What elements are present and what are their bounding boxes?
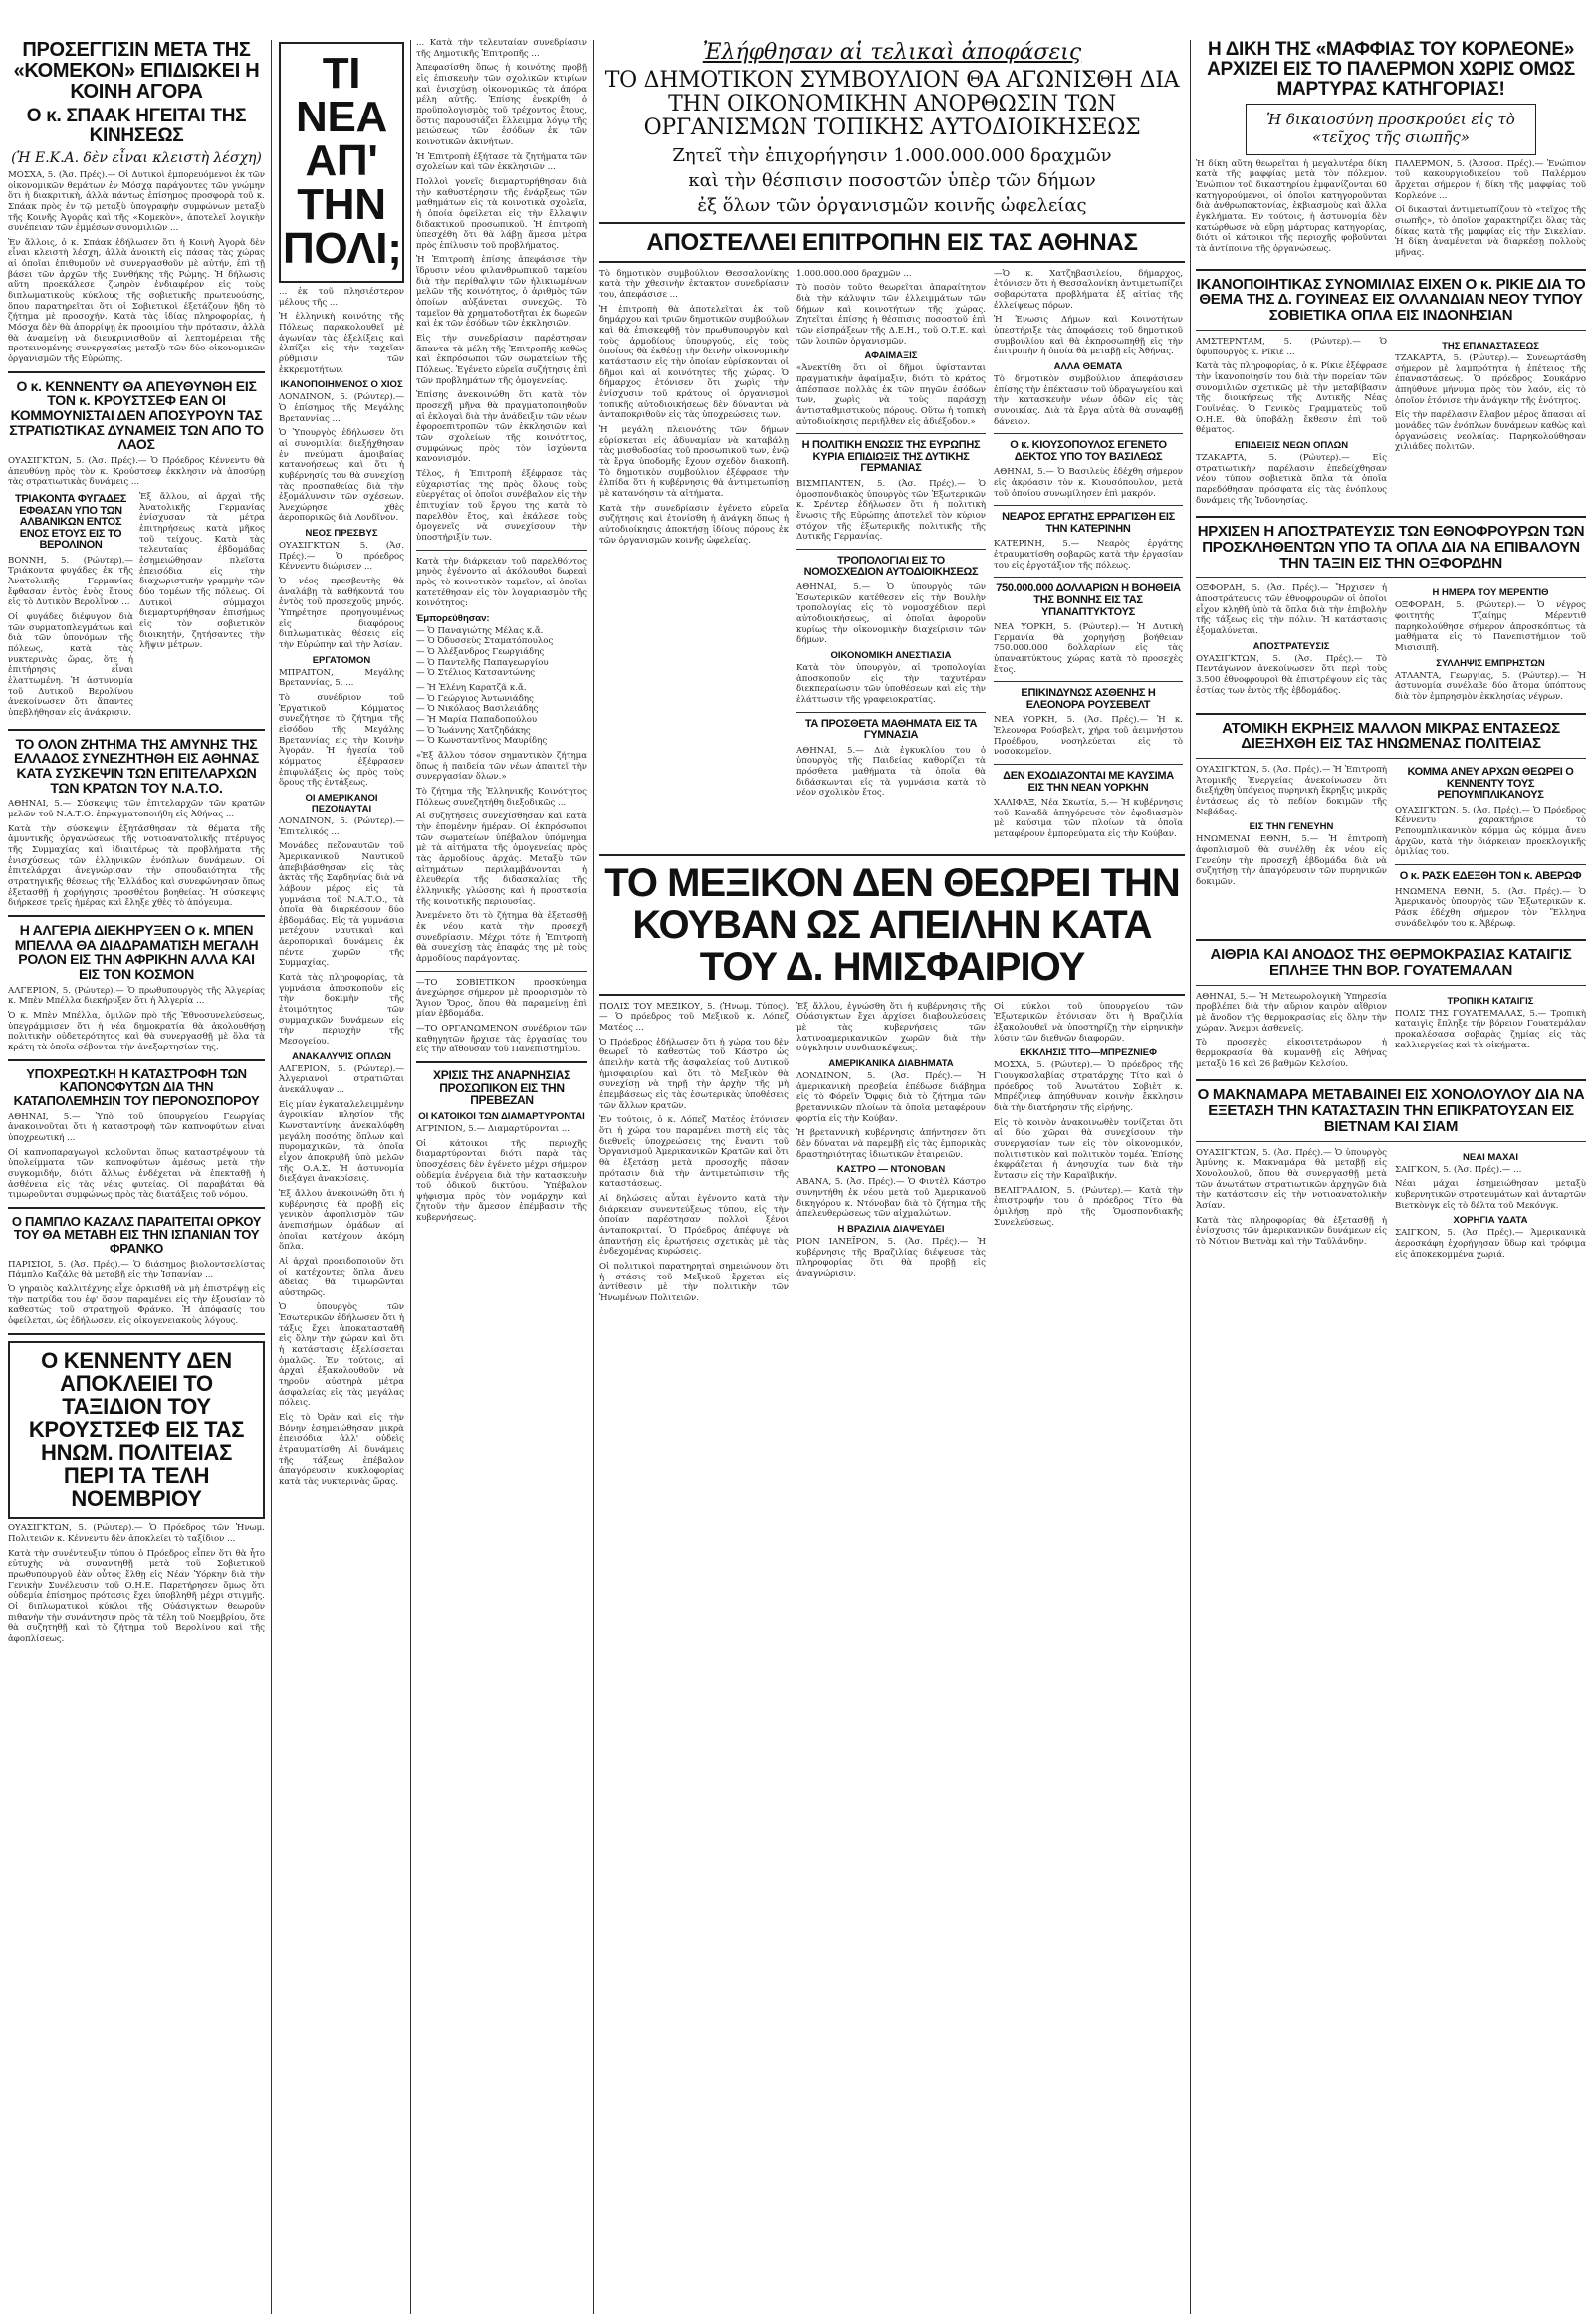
article-body: Εἰς τὸ Ὀρὰν καὶ εἰς τὴν Βόνην ἐσημειώθησαν μικρὰ ἐπεισόδια ἀλλ' οὐδεὶς ἐτραυματίσθη. Αἱ δυνάμεις τῆς τάξεως ἐπέβαλον ἀπαγόρευσιν κυκλοφορίας κατὰ τὰς νυκτερινὰς ὥρας. bbox=[279, 1413, 404, 1487]
article-body: Τὸ δημοτικὸν συμβούλιον Θεσσαλονίκης κατὰ τὴν χθεσινὴν ἐκτακτον συνεδρίασιν του, ἀπεφάσισε ... bbox=[599, 268, 789, 301]
article-body: ΒΙΣΜΠΑΝΤΕΝ, 5. (Ἀσ. Πρές).— Ὁ ὁμοσπονδιακὸς ὑπουργὸς τῶν Ἐξωτερικῶν κ. Σρέντερ ἐδήλωσεν ὅτι ἡ πολιτικὴ ἕνωσις τῆς Εὐρώπης ἀποτελεῖ τὸν κύριον στόχον τῆς ἐξωτερικῆς πολιτικῆς τῆς Δυτικῆς Γερμανίας. bbox=[796, 478, 986, 543]
article-body: —ΤΟ ΣΟΒΙΕΤΙΚΟΝ προσκύνημα ἀνεχώρησε σήμερον μὲ προορισμὸν τὸ Ἅγιον Ὄρος, ὅπου θὰ παραμείνῃ ἐπὶ μίαν ἑβδομάδα. bbox=[416, 977, 587, 1020]
section-subhead: Η ΗΜΕΡΑ ΤΟΥ ΜΕΡΕΝΤΙΘ bbox=[1432, 587, 1549, 599]
divider bbox=[1395, 864, 1586, 865]
headline-atomic: ΑΤΟΜΙΚΗ ΕΚΡΗΞΙΣ ΜΑΛΛΟΝ ΜΙΚΡΑΣ ΕΝΤΑΣΕΩΣ ΔΙΕΞΗΧΘΗ ΕΙΣ ΤΑΣ ΗΝΩΜΕΝΑΣ ΠΟΛΙΤΕΙΑΣ bbox=[1222, 719, 1560, 753]
article-body: ΟΥΑΣΙΓΚΤΩΝ, 5. (Ρώυτερ).— Ὁ Πρόεδρος τῶν Ἡνωμ. Πολιτειῶν κ. Κέννεντυ δὲν ἀποκλείει τὸ ταξίδιον ... bbox=[8, 1523, 265, 1545]
divider bbox=[994, 577, 1183, 578]
headline-kennedy-khrushchev: Ο κ. ΚΕΝΝΕΝΤΥ ΘΑ ΑΠΕΥΘΥΝΘΗ ΕΙΣ ΤΟΝ κ. ΚΡΟΥΣΤΣΕΦ ΕΑΝ ΟΙ ΚΟΜΜΟΥΝΙΣΤΑΙ ΔΕΝ ΑΠΟΣΥΡΟΥΝ ΤΑΣ ΣΤΡΑΤΙΩΤΙΚΑΣ ΔΥΝΑΜΕΙΣ ΤΩΝ ΑΠΟ ΤΟ ΛΑΟΣ bbox=[9, 377, 264, 453]
section-subhead: ΧΟΡΗΓΙΑ ΥΔΑΤΑ bbox=[1453, 1215, 1528, 1227]
article-body: Ἡ δίκη αὕτη θεωρεῖται ἡ μεγαλυτέρα δίκη κατὰ τῆς μαφφίας μετὰ τὸν πόλεμον. Ἐνώπιον τοῦ δικαστηρίου ἐμφανίζονται 60 κατηγορούμενοι, οἱ ὁποῖοι κατηγοροῦνται διὰ ἀνθρωποκτονίας, ἐκβιασμοὺς καὶ ἄλλα ἐγκλήματα. Ἐν τούτοις, ἡ ἀστυνομία δὲν κατώρθωσε νὰ εὕρῃ μάρτυρας κατηγορίας, διότι οἱ κάτοικοι τῆς περιοχῆς φοβοῦνται τὰ ἀντίποινα τῆς ὀργανώσεως. bbox=[1196, 158, 1387, 255]
subheadline: Ζητεῖ τὴν ἐπιχορήγησιν 1.000.000.000 δραχμῶν bbox=[672, 144, 1112, 166]
article-body: Αἱ συζητήσεις συνεχίσθησαν καὶ κατὰ τὴν ἑπομένην ἡμέραν. Οἱ ἐκπρόσωποι τῶν σωματείων ὑπέβαλον ὑπόμνημα μὲ τὰ αἰτήματα τῆς ὁμογενείας πρὸς τὰς ἁρμοδίους ἀρχάς. Μεταξὺ τῶν αἰτημάτων περιλαμβάνονται ἡ ἐλευθερία τῆς διδασκαλίας τῆς ἑλληνικῆς γλώσσης καὶ ἡ προστασία τῆς κοινοτικῆς περιουσίας. bbox=[416, 812, 587, 907]
article-body: Ὁ ὑπουργὸς τῶν Ἐσωτερικῶν ἐδήλωσεν ὅτι ἡ τάξις ἔχει ἀποκατασταθῆ εἰς ὅλην τὴν χώραν καὶ ὅτι ἡ κατάστασις ἐξελίσσεται ὁμαλῶς. Ἐν τούτοις, αἱ ἀρχαὶ ἐξακολουθοῦν νὰ τηροῦν αὐστηρὰ μέτρα ἀσφαλείας εἰς τὰς μεγάλας πόλεις. bbox=[279, 1302, 404, 1409]
subheadline-box bbox=[1246, 104, 1536, 155]
headline-amendments: ΤΡΟΠΟΛΟΓΙΑΙ ΕΙΣ ΤΟ ΝΟΜΟΣΧΕΔΙΟΝ ΑΥΤΟΔΙΟΙΚΗΣΕΩΣ bbox=[803, 554, 979, 579]
column-2 bbox=[279, 38, 404, 1492]
divider bbox=[8, 371, 265, 373]
headline-roosevelt: ΕΠΙΚΙΝΔΥΝΩΣ ΑΣΘΕΝΗΣ Η ΕΛΕΟΝΟΡΑ ΡΟΥΣΕΒΕΛΤ bbox=[1021, 687, 1156, 711]
article-body: ... Κατὰ τὴν τελευταίαν συνεδρίασιν τῆς Δημοτικῆς Ἐπιτροπῆς ... bbox=[416, 38, 587, 59]
article-body: ΟΥΑΣΙΓΚΤΩΝ, 5. (Ἀσ. Πρές).— Ὁ Πρόεδρος Κέννεντυ χαρακτήρισε τὸ Ρεπουμπλικανικὸν κόμμα ὡς κόμμα ἄνευ ἀρχῶν, κατὰ τὴν διάρκειαν προεκλογικῆς ὁμιλίας του. bbox=[1395, 805, 1586, 858]
divider bbox=[8, 1207, 265, 1209]
center-columns bbox=[599, 269, 1185, 844]
article-body: Οἱ δικασταὶ ἀντιμετωπίζουν τὸ «τεῖχος τῆς σιωπῆς», τὸ ὁποῖον χαρακτηρίζει ὅλας τὰς δίκας κατὰ τῆς μαφφίας εἰς τὴν Σικελίαν. Ἡ δίκη ἀναμένεται νὰ διαρκέσῃ πολλοὺς μῆνας. bbox=[1395, 205, 1586, 259]
article-body: ΡΙΟΝ ΙΑΝΕΪΡΟΝ, 5. (Ἀσ. Πρές).— Ἡ κυβέρνησις τῆς Βραζιλίας διέψευσε τὰς πληροφορίας ὅτι θὰ προβῇ εἰς ἀναγνώρισιν. bbox=[796, 1236, 986, 1278]
headline-europe-union: Η ΠΟΛΙΤΙΚΗ ΕΝΩΣΙΣ ΤΗΣ ΕΥΡΩΠΗΣ ΚΥΡΙΑ ΕΠΙΔΙΩΞΙΣ ΤΗΣ ΔΥΤΙΚΗΣ ΓΕΡΜΑΝΙΑΣ bbox=[801, 439, 981, 475]
article-body: Ἐν ἄλλοις, ὁ κ. Σπάακ ἐδήλωσεν ὅτι ἡ Κοινὴ Ἀγορὰ δὲν εἶναι κλειστὴ λέσχη, ἀλλὰ ἀνοικτὴ εἰς πάσας τὰς χώρας αἱ ὁποῖαι ἐπιθυμοῦν νὰ συνεργασθοῦν μὲ αὐτήν, ἐπὶ τῇ βάσει τῶν ἀρχῶν τῆς Συνθήκης τῆς Ρώμης. Ἡ δήλωσις αὕτη προεκάλεσε ζωηρὸν ἐνδιαφέρον εἰς τοὺς διπλωματικοὺς κύκλους τῆς σοβιετικῆς πρωτευούσης, ὅπου παρατηρεῖται ὅτι οἱ Σοβιετικοὶ ἐξετάζουν ἤδη τὸ ζήτημα μὲ προσοχήν. Κατὰ τὰς ἰδίας πληροφορίας, ἡ Μόσχα δὲν θὰ ἀπορρίψῃ ἐκ προοιμίου τὴν πρότασιν, ἀλλὰ θὰ ἀναμείνῃ νὰ διευκρινισθοῦν αἱ λεπτομέρειαι τῆς προτεινομένης συνεργασίας μεταξὺ τῶν δύο οἰκονομικῶν ὀργανισμῶν τῆς Εὐρώπης. bbox=[8, 237, 265, 365]
article-body: Ἀνεμένετο ὅτι τὸ ζήτημα θὰ ἐξετασθῇ ἐκ νέου κατὰ τὴν προσεχῆ συνεδρίασιν. Μέχρι τότε ἡ Ἐπιτροπὴ θὰ συνεχίσῃ τὰς ἐπαφάς της μὲ τοὺς ἁρμοδίους παράγοντας. bbox=[416, 911, 587, 964]
article-body: ΤΖΑΚΑΡΤΑ, 5. (Ρώυτερ).— Συνεωρτάσθη σήμερον μὲ λαμπρότητα ἡ ἐπέτειος τῆς ἐπαναστάσεως. Ὁ πρόεδρος Σουκάρνο ἀπηύθυνε μήνυμα πρὸς τὸν λαόν, εἰς τὸ ὁποῖον ἐτόνισε τὴν ἀνάγκην τῆς ἑνότητος. bbox=[1395, 352, 1586, 406]
article-body: ΑΛΓΕΡΙΟΝ, 5. (Ρώυτερ).— Ἀλγεριανοὶ στρατιῶται ἀνεκάλυψαν ... bbox=[279, 1063, 404, 1095]
divider bbox=[416, 550, 587, 551]
column-3 bbox=[416, 38, 587, 1228]
article-body: ΟΥΑΣΙΓΚΤΩΝ, 5. (Ἀσ. Πρές).— Ἡ Ἐπιτροπὴ Ἀτομικῆς Ἐνεργείας ἀνεκοίνωσεν ὅτι διεξήχθη ὑπόγειος πυρηνικὴ ἔκρηξις μικρᾶς ἐντάσεως εἰς τὸ πεδίον δοκιμῶν τῆς Νεβάδας. bbox=[1196, 765, 1387, 817]
article-body: ΑΓΡΙΝΙΟΝ, 5.— Διαμαρτύρονται ... bbox=[416, 1123, 569, 1134]
article-body: Πολλοὶ γονεῖς διεμαρτυρήθησαν διὰ τὴν καθυστέρησιν τῆς ἐνάρξεως τῶν μαθημάτων εἰς τὰ κοινοτικὰ σχολεῖα, ἡ ὁποία ὀφείλεται εἰς τὴν ἔλλειψιν διδακτικοῦ προσωπικοῦ. Ἡ ἐπιτροπὴ ὑπεσχέθη ὅτι θὰ λάβῃ ἅμεσα μέτρα πρὸς ἐπίλυσιν τοῦ προβλήματος. bbox=[416, 176, 587, 251]
center-section bbox=[599, 38, 1185, 1307]
article-body: ΟΥΑΣΙΓΚΤΩΝ, 5. (Ἀσ. Πρές).— Ὁ Πρόεδρος Κέννεντυ θὰ ἀπευθύνῃ πρὸς τὸν κ. Κρούστσεφ ἐκκλησιν νὰ ἀποσύρῃ τὰς στρατιωτικὰς δυνάμεις ... bbox=[8, 456, 265, 488]
subheadline-eka: (Ἡ Ε.Κ.Α. δὲν εἶναι κλειστὴ λέσχη) bbox=[11, 149, 262, 166]
section-subhead: Η ΒΡΑΖΙΛΙΑ ΔΙΑΨΕΥΔΕΙ bbox=[837, 1223, 945, 1235]
article-body: ΑΘΗΝΑΙ, 5.— Ὑπὸ τοῦ ὑπουργείου Γεωργίας ἀνακοινοῦται ὅτι ἡ καταστροφὴ τῶν καπνοφύτων εἶναι ὑποχρεωτική ... bbox=[8, 1111, 265, 1143]
headline-fuel: ΔΕΝ ΕΧΟΔΙΑΖΟΝΤΑΙ ΜΕ ΚΑΥΣΙΜΑ ΕΙΣ ΤΗΝ ΝΕΑΝ ΥΟΡΚΗΝ bbox=[1003, 770, 1174, 794]
article-body: Ὁ νέος πρεσβευτὴς θὰ ἀναλάβῃ τὰ καθήκοντά του ἐντὸς τοῦ προσεχοῦς μηνός. Ὑπηρέτησε προηγουμένως εἰς διαφόρους διπλωματικὰς θέσεις εἰς τὴν Εὐρώπην καὶ τὴν Ἀσίαν. bbox=[279, 577, 404, 651]
divider bbox=[1196, 269, 1586, 271]
article-body: Ὁ Ὑπουργὸς ἐδήλωσεν ὅτι αἱ συνομιλίαι διεξήχθησαν ἐν πνεύματι ἀμοιβαίας κατανοήσεως καὶ ὅτι ἡ κυβέρνησίς του θὰ συνεχίσῃ τὰς προσπαθείας διὰ τὴν ἐξομάλυνσιν τῶν σχέσεων. Ἀνεχώρησε χθὲς ἀεροπορικῶς διὰ Λονδῖνον. bbox=[279, 428, 404, 524]
section-title-box bbox=[279, 42, 404, 283]
article-body: Κατὰ τὰς πληροφορίας, ὁ κ. Ρίκιε ἐξέφρασε τὴν ἱκανοποίησίν του διὰ τὴν πορείαν τῶν συνομιλιῶν σχετικῶς μὲ τὴν μεταβίβασιν τῆς διοικήσεως τῆς Δυτικῆς Νέας Γουϊνέας. Ὁ Γενικὸς Γραμματεὺς τοῦ Ο.Η.Ε. θὰ ὑποβάλῃ ἔκθεσιν ἐπὶ τοῦ θέματος. bbox=[1196, 361, 1387, 436]
section-subhead: ΑΠΟΣΤΡΑΤΕΥΣΙΣ bbox=[1252, 640, 1330, 652]
article-body: Ἀπεφασίσθη ὅπως ἡ κοινότης προβῇ εἰς ἐπισκευὴν τῶν σχολικῶν κτιρίων καὶ ἐνισχύσῃ οἰκονομικῶς τὰ ἀπόρα μέλη αὐτῆς. Ἐπίσης ἐνεκρίθη ὁ προϋπολογισμὸς τοῦ τρέχοντος ἔτους, ὅστις παρουσιάζει ἔλλειμμα λόγῳ τῆς μειώσεως τῶν ἐσόδων ἐκ τῶν κοινοτικῶν ἀκινήτων. bbox=[416, 63, 587, 147]
article-body: ΑΘΗΝΑΙ, 5.— Ἡ Μετεωρολογικὴ Ὑπηρεσία προβλέπει διὰ τὴν αὔριον καιρὸν αἴθριον μὲ ἄνοδον τῆς θερμοκρασίας εἰς ὅλην τὴν χώραν. Ἄνεμοι ἀσθενεῖς. bbox=[1196, 991, 1387, 1034]
article-body: Ἡ Ἐπιτροπὴ ἐπίσης ἀπεφάσισε τὴν ἵδρυσιν νέου φιλανθρωπικοῦ ταμείου διὰ τὴν περίθαλψιν τῶν ἡλικιωμένων μελῶν τῆς κοινότητος, ὁ ἀριθμὸς τῶν ὁποίων αὐξάνεται συνεχῶς. Τὸ ταμεῖον θὰ χρηματοδοτῆται ἐκ δωρεῶν καὶ ἐκ τῶν ἐσόδων τῶν ἐκκλησιῶν. bbox=[416, 255, 587, 330]
list-heading: Ἐμπορεύθησαν: bbox=[416, 612, 490, 624]
divider bbox=[796, 712, 986, 713]
divider bbox=[1196, 758, 1586, 759]
article-body: Αἱ ἀρχαὶ προειδοποιοῦν ὅτι οἱ κατέχοντες ὅπλα ἄνευ ἀδείας θὰ τιμωρῶνται αὐστηρῶς. bbox=[279, 1256, 404, 1298]
headline-party: ΚΟΜΜΑ ΑΝΕΥ ΑΡΧΩΝ ΘΕΩΡΕΙ Ο ΚΕΝΝΕΝΤΥ ΤΟΥΣ ΡΕΠΟΥΜΠΛΙΚΑΝΟΥΣ bbox=[1407, 766, 1574, 802]
article-body: Εἰς τὸ κοινὸν ἀνακοινωθὲν τονίζεται ὅτι αἱ δύο χῶραι θὰ συνεχίσουν τὴν συνεργασίαν των εἰς τὸν οἰκονομικόν, πολιτιστικὸν καὶ πολιτικὸν τομέα. Ἐπίσης ἐκφράζεται ἡ ἀνησυχία των διὰ τὴν ἔντασιν εἰς τὴν Καραϊβικήν. bbox=[994, 1117, 1183, 1181]
article-body: ΤΖΑΚΑΡΤΑ, 5. (Ρώυτερ).— Εἰς στρατιωτικὴν παρέλασιν ἐπεδείχθησαν νέου τύπου σοβιετικὰ ὅπλα τὰ ὁποῖα παρεδόθησαν πρόσφατα εἰς τὰς ἐνόπλους δυνάμεις τῆς Ἰνδονησίας. bbox=[1196, 452, 1387, 506]
divider bbox=[1196, 939, 1586, 941]
section-subhead: ΕΙΣ ΤΗΝ ΓΕΝΕΥΗΝ bbox=[1249, 821, 1334, 833]
headline-lessons: ΤΑ ΠΡΟΣΘΕΤΑ ΜΑΘΗΜΑΤΑ ΕΙΣ ΤΑ ΓΥΜΝΑΣΙΑ bbox=[804, 717, 978, 742]
headline-casals: Ο ΠΑΜΠΛΟ ΚΑΖΑΛΣ ΠΑΡΑΙΤΕΙΤΑΙ ΟΡΚΟΥ ΤΟΥ ΘΑ ΜΕΤΑΒΗ ΕΙΣ ΤΗΝ ΙΣΠΑΝΙΑΝ ΤΟΥ ΦΡΑΝΚΟ bbox=[11, 1213, 262, 1257]
headline-mexico-cuba: ΤΟ ΜΕΞΙΚΟΝ ΔΕΝ ΘΕΩΡΕΙ ΤΗΝ ΚΟΥΒΑΝ ΩΣ ΑΠΕΙΛΗΝ ΚΑΤΑ ΤΟΥ Δ. ΗΜΙΣΦΑΙΡΙΟΥ bbox=[604, 860, 1180, 989]
article-body: Κατὰ τὴν σύσκεψιν ἐξητάσθησαν τὰ θέματα τῆς ἀμυντικῆς ὀργανώσεως τῆς νοτιοανατολικῆς πτέρυγος τῆς Συμμαχίας καὶ ἰδιαιτέρως τὰ προβλήματα τῆς ἐνισχύσεως τῶν ἑλληνικῶν ἐνόπλων δυνάμεων. Οἱ ἐπιτελάρχαι ἀνεγνώρισαν τὴν σπουδαιότητα τῆς στρατηγικῆς θέσεως τῆς Ἑλλάδος καὶ συνεφώνησαν ὅπως ἐξετασθῇ ἡ χορήγησις προσθέτου βοηθείας. Ἡ σύσκεψις διήρκεσε τρεῖς ἡμέρας καὶ ἔληξε χθὲς τὸ ἀπόγευμα. bbox=[8, 823, 265, 909]
article-body: Ἡ Ἐπιτροπὴ ἐξήτασε τὰ ζητήματα τῶν σχολείων καὶ τῶν ἐκκλησιῶν ... bbox=[416, 151, 587, 173]
article-body: ΠΑΛΕΡΜΟΝ, 5. (Ἀσσοσ. Πρές).— Ἐνώπιον τοῦ κακουργιοδικείου τοῦ Παλέρμου ἄρχεται σήμερον ἡ δίκη τῆς μαφφίας τοῦ Κορλεόνε ... bbox=[1395, 158, 1586, 201]
article-body: Τὸ ποσὸν τοῦτο θεωρεῖται ἀπαραίτητον διὰ τὴν κάλυψιν τῶν ἐλλειμμάτων τῶν δήμων καὶ κοινοτήτων τῆς χώρας. Ζητεῖται ἐπίσης ἡ θέσπισις ποσοστοῦ ἐπὶ τῶν εἰσπράξεων τῆς Δ.Ε.Η., τοῦ Ο.Τ.Ε. καὶ τῶν λοιπῶν ὀργανισμῶν. bbox=[796, 283, 986, 347]
article-body: Ὁ Πρόεδρος ἐδήλωσεν ὅτι ἡ χώρα του δὲν θεωρεῖ τὸ καθεστὼς τοῦ Κάστρο ὡς ἀπειλὴν κατὰ τῆς ἀσφαλείας τοῦ Δυτικοῦ ἡμισφαιρίου καὶ ὅτι τὸ Μεξικὸν θὰ συνεχίσῃ νὰ τηρῇ τὴν ἀρχὴν τῆς μὴ ἐπεμβάσεως εἰς τὰς ἐσωτερικὰς ὑποθέσεις τῶν ἄλλων κρατῶν. bbox=[599, 1037, 789, 1111]
article-body: «Ἐξ ἄλλου τόσον σημαντικὸν ζήτημα ὅπως ἡ παιδεία τῶν νέων ἀπαιτεῖ τὴν συνεργασίαν ὅλων.» bbox=[416, 751, 587, 783]
section-title: ΤΙ ΝΕΑ ΑΠ' ΤΗΝ ΠΟΛΙ; bbox=[283, 49, 402, 273]
divider bbox=[599, 261, 1185, 263]
headline-mcnamara: Ο ΜΑΚΝΑΜΑΡΑ ΜΕΤΑΒΑΙΝΕΙ ΕΙΣ ΧΟΝΟΛΟΥΛΟΥ ΔΙΑ ΝΑ ΕΞΕΤΑΣΗ ΤΗΝ ΚΑΤΑΣΤΑΣΙΝ ΤΗΝ ΕΠΙΚΡΑΤΟΥΣΑΝ ΕΙΣ ΒΙΕΤΝΑΜ ΚΑΙ ΣΙΑΜ bbox=[1197, 1086, 1585, 1135]
article-body: ΣΑΙΓΚΟΝ, 5. (Ἀσ. Πρές).— Ἀμερικανικὰ ἀεροσκάφη ἐχορήγησαν ὕδωρ καὶ τρόφιμα εἰς ἀποκεκομμένα χωριά. bbox=[1395, 1228, 1586, 1260]
article-body: —ΤΟ ΟΡΓΑΝΩΜΕΝΟΝ συνέδριον τῶν καθηγητῶν ἤρχισε τὰς ἐργασίας του εἰς τὴν αἴθουσαν τοῦ Πανεπιστημίου. bbox=[416, 1024, 587, 1055]
headline-algeria: Η ΑΛΓΕΡΙΑ ΔΙΕΚΗΡΥΞΕΝ Ο κ. ΜΠΕΝ ΜΠΕΛΛΑ ΘΑ ΔΙΑΔΡΑΜΑΤΙΣΗ ΜΕΓΑΛΗ ΡΟΛΟΝ ΕΙΣ ΤΗΝ ΑΦΡΙΚΗΝ ΑΛΛΑ ΚΑΙ ΕΙΣ ΤΟΝ ΚΟΣΜΟΝ bbox=[14, 921, 259, 983]
divider bbox=[796, 549, 986, 550]
column-divider bbox=[593, 40, 594, 2314]
divider bbox=[416, 1061, 587, 1063]
article-body: ... ἐκ τοῦ πλησιέστερον μέλους τῆς ... bbox=[279, 287, 404, 308]
divider bbox=[8, 915, 265, 917]
article-body: Ἡ μεγάλη πλειονότης τῶν δήμων εὑρίσκεται εἰς ἀδυναμίαν νὰ καταβάλῃ τὰς μισθοδοσίας τοῦ προσωπικοῦ των, ἐνῷ τὰ ἔργα ὑποδομῆς ἔχουν σχεδὸν διακοπῆ. Τὸ δημοτικὸν συμβούλιον ἐξέφρασε τὴν ἐλπίδα ὅτι ἡ κυβέρνησις θὰ ἀντιμετωπίσῃ μὲ κατανόησιν τὰ αἰτήματα. bbox=[599, 424, 789, 499]
column-divider bbox=[1190, 40, 1191, 2314]
article-body: Οἱ κύκλοι τοῦ ὑπουργείου τῶν Ἐξωτερικῶν ἐτόνισαν ὅτι ἡ Βραζιλία ἐξακολουθεῖ νὰ ὑποστηρίζῃ τὴν εἰρηνικὴν λύσιν τῶν διεθνῶν διαφορῶν. bbox=[994, 1001, 1183, 1044]
article-body: — Ἡ Ἑλένη Καρατζᾶ κ.ἄ. — Ὁ Γεώργιος Ἀντωνιάδης — Ὁ Νικόλαος Βασιλειάδης — Ἡ Μαρία Παπαδοπούλου — Ὁ Ἰωάννης Χατζηδάκης — Ὁ Κωνσταντῖνος Μαυρίδης bbox=[416, 683, 548, 747]
article-body: ΠΟΛΙΣ ΤΟΥ ΜΕΞΙΚΟΥ, 5. (Ἡνωμ. Τύπος).— Ὁ πρόεδρος τοῦ Μεξικοῦ κ. Λόπεζ Ματέος ... bbox=[599, 1001, 789, 1034]
section-subhead: ΝΕΟΣ ΠΡΕΣΒΥΣ bbox=[305, 528, 378, 540]
article-body: ΑΜΣΤΕΡΝΤΑΜ, 5. (Ρώυτερ).— Ὁ ὑφυπουργὸς κ. Ρίκιε ... bbox=[1196, 336, 1387, 357]
article-body: ΚΑΤΕΡΙΝΗ, 5.— Νεαρὸς ἐργάτης ἐτραυματίσθη σοβαρῶς κατὰ τὴν ἐργασίαν του εἰς ἐργοτάξιον τῆς πόλεως. bbox=[994, 539, 1183, 571]
article-body: Ἡ ἐπιτροπὴ θὰ ἀποτελεῖται ἐκ τοῦ δημάρχου καὶ τριῶν δημοτικῶν συμβούλων καὶ θὰ ἐπισκεφθῇ τὸν πρωθυπουργὸν καὶ τοὺς ἁρμοδίους ὑπουργούς, εἰς τοὺς ὁποίους θὰ ἐκθέσῃ τὴν δεινὴν οἰκονομικὴν κατάστασιν εἰς τὴν ὁποίαν εὑρίσκονται οἱ δῆμοι καὶ αἱ κοινότητες τῆς χώρας. Ὁ δήμαρχος ἐτόνισεν ὅτι χωρὶς τὴν ἐνίσχυσιν τοῦ κράτους οἱ ὀργανισμοὶ τοπικῆς αὐτοδιοικήσεως δὲν δύνανται νὰ ἀνταποκριθοῦν εἰς τὰς ὑποχρεώσεις των. bbox=[599, 304, 789, 421]
article-body: Ἐξ ἄλλου ἀνεκοινώθη ὅτι ἡ κυβέρνησις θὰ προβῇ εἰς γενικὸν ἀφοπλισμὸν τῶν ἀνεπισήμων ὁμάδων αἱ ὁποῖαι κατέχουν ἀκόμη ὅπλα. bbox=[279, 1188, 404, 1253]
article-body: ΜΟΣΧΑ, 5. (Ρώυτερ).— Ὁ πρόεδρος τῆς Γιουγκοσλαβίας στρατάρχης Τίτο καὶ ὁ πρόεδρος τοῦ Ἀνωτάτου Σοβιὲτ κ. Μπρέζνιεφ ἀπηύθυναν κοινὴν ἔκκλησιν διὰ τὴν διατήρησιν τῆς εἰρήνης. bbox=[994, 1060, 1183, 1114]
article-body: ΟΥΑΣΙΓΚΤΩΝ, 5. (Ἀσ. Πρές).— Ὁ πρόεδρος Κέννεντυ διώρισεν ... bbox=[279, 541, 404, 573]
article-body: Οἱ φυγάδες διέφυγον διὰ τῶν συρματοπλεγμάτων καὶ διὰ τῶν ὑπονόμων τῆς πόλεως, κατὰ τὰς νυκτερινὰς ὥρας, ὅτε ἡ ἐπιτήρησις εἶναι ἐλαττωμένη. Ἡ ἀστυνομία τοῦ Δυτικοῦ Βερολίνου ἀνεκοίνωσεν ὅτι ἅπαντες ὑπεβλήθησαν εἰς ἀνάκρισιν. bbox=[8, 612, 133, 719]
article-body: Τὸ ζήτημα τῆς Ἑλληνικῆς Κοινότητος Πόλεως συνεζητήθη διεξοδικῶς ... bbox=[416, 787, 587, 808]
divider bbox=[796, 433, 986, 434]
divider bbox=[1196, 577, 1586, 578]
column-1 bbox=[8, 38, 265, 1649]
article-body: Οἱ καπνοπαραγωγοὶ καλοῦνται ὅπως καταστρέψουν τὰ ὑπολείμματα τῶν καπνοφύτων ἀμέσως μετὰ τὴν συγκομιδήν, διότι ἄλλως ἐνδέχεται νὰ ἐπεκταθῇ ἡ ἀσθένεια εἰς τὰς νέας φυτείας. Οἱ παραβάται θὰ τιμωροῦνται συμφώνως πρὸς τὰς διατάξεις τοῦ νόμου. bbox=[8, 1147, 265, 1201]
headline-fugitives: ΤΡΙΑΚΟΝΤΑ ΦΥΓΑΔΕΣ ΕΦΘΑΣΑΝ ΥΠΟ ΤΩΝ ΑΛΒΑΝΙΚΩΝ ΕΝΤΟΣ ΕΝΟΣ ΕΤΟΥΣ ΕΙΣ ΤΟ ΒΕΡΟΛΙΝΟΝ bbox=[14, 493, 127, 552]
article-body: Οἱ πολιτικοὶ παρατηρηταὶ σημειώνουν ὅτι ἡ στάσις τοῦ Μεξικοῦ ἔρχεται εἰς ἀντίθεσιν μὲ τὴν πολιτικὴν τῶν Ἡνωμένων Πολιτειῶν. bbox=[599, 1261, 789, 1303]
section-subhead: ΟΙ ΑΜΕΡΙΚΑΝΟΙ ΠΕΖΟΝΑΥΤΑΙ bbox=[305, 792, 378, 814]
article-body: Ὁ κ. Μπὲν Μπέλλα, ὁμιλῶν πρὸ τῆς Ἐθνοσυνελεύσεως, ὑπεγράμμισεν ὅτι ἡ νέα δημοκρατία θὰ ἀκολουθήσῃ πολιτικὴν οὐδετερότητος καὶ θὰ συνεργασθῇ μὲ ὅλα τὰ κράτη τὰ ὁποῖα σέβονται τὴν ἀνεξαρτησίαν της. bbox=[8, 1011, 265, 1053]
headline-spaak: Ο κ. ΣΠΑΑΚ ΗΓΕΙΤΑΙ ΤΗΣ ΚΙΝΗΣΕΩΣ bbox=[26, 106, 247, 146]
article-body: Ἡ Ἑνωσις Δήμων καὶ Κοινοτήτων ὑπεστήριξε τὰς ἀποφάσεις τοῦ δημοτικοῦ συμβουλίου καὶ θὰ ἐκπροσωπηθῇ εἰς τὴν ἐπιτροπὴν ἡ ὁποία θὰ μεταβῇ εἰς Ἀθήνας. bbox=[994, 315, 1183, 357]
article-body: ΒΟΝΝΗ, 5. (Ρώυτερ).— Τριάκοντα φυγάδες ἐκ τῆς Ἀνατολικῆς Γερμανίας ἔφθασαν ἐντὸς ἑνὸς ἔτους εἰς τὸ Δυτικὸν Βερολῖνον ... bbox=[8, 555, 133, 608]
headline-tobacco: ΥΠΟΧΡΕΩΤ.ΚΗ Η ΚΑΤΑΣΤΡΟΦΗ ΤΩΝ ΚΑΠΟΝΟΦΥΤΩΝ ΔΙΑ ΤΗΝ ΚΑΤΑΠΟΛΕΜΗΣΙΝ ΤΟΥ ΠΕΡΟΝΟΣΠΟΡΟΥ bbox=[13, 1065, 260, 1108]
donor-list: — Ὁ Παναγιώτης Μέλας κ.ἄ. — Ὁ Ὀδυσσεὺς Σταματόπουλος — Ὁ Ἀλέξανδρος Γεωργιάδης — Ὁ Παντελῆς Παπαγεωργίου — Ὁ Στέλιος Κατσαντώνης bbox=[416, 625, 554, 679]
article-body: Κατὰ τὰς πληροφορίας θὰ ἐξετασθῇ ἡ ἐνίσχυσις τῶν ἀμερικανικῶν δυνάμεων εἰς τὸ Νότιον Βιετνὰμ καὶ τὴν Ταϋλάνδην. bbox=[1196, 1215, 1387, 1247]
article-body: Ὁ γηραιὸς καλλιτέχνης εἶχε ὁρκισθῆ νὰ μὴ ἐπιστρέψῃ εἰς τὴν πατρίδα του ἐφ' ὅσον παραμένει εἰς τὴν ἐξουσίαν τὸ καθεστὼς τοῦ στρατηγοῦ Φράνκο. Ἡ ἀπόφασίς του ὀφείλεται, ὡς ἐδήλωσεν, εἰς οἰκογενειακοὺς λόγους. bbox=[8, 1284, 265, 1327]
divider bbox=[1196, 330, 1586, 331]
article-body: ΛΟΝΔΙΝΟΝ, 5. (Ρώυτερ).— Ὁ ἐπίσημος τῆς Μεγάλης Βρεταννίας ... bbox=[279, 392, 404, 424]
section-subhead: ΣΥΛΛΗΨΙΣ ΕΜΠΡΗΣΤΩΝ bbox=[1436, 657, 1545, 669]
headline-municipal-council: ΤΟ ΔΗΜΟΤΙΚΟΝ ΣΥΜΒΟΥΛΙΟΝ ΘΑ ΑΓΩΝΙΣΘΗ ΔΙΑ ΤΗΝ ΟΙΚΟΝΟΜΙΚΗΝ ΑΝΟΡΘΩΣΙΝ ΤΩΝ ΟΡΓΑΝΙΣΜΩΝ ΤΟΠΙΚΗΣ ΑΥΤΟΔΙΟΙΚΗΣΕΩΣ bbox=[604, 68, 1180, 141]
article-body: Κατὰ τὰς πληροφορίας, τὰ γυμνάσια ἀποσκοποῦν εἰς τὴν δοκιμὴν τῆς ἑτοιμότητος τῶν συμμαχικῶν δυνάμεων εἰς τὴν περιοχὴν τῆς Μεσογείου. bbox=[279, 973, 404, 1047]
divider bbox=[599, 994, 1185, 996]
article-body: Κατὰ τὴν συνεδρίασιν ἐγένετο εὐρεῖα συζήτησις καὶ ἐτονίσθη ἡ ἀνάγκη ὅπως ἡ αὐτοδιοίκησις ἀποκτήσῃ ἰδίους πόρους ἐκ τῶν ὀργανισμῶν κοινῆς ὠφελείας. bbox=[599, 503, 789, 546]
section-subhead: ΕΡΓΑΤΟΜΟΝ bbox=[312, 654, 371, 666]
divider bbox=[416, 971, 587, 972]
article-body: ΧΑΛΙΦΑΞ, Νέα Σκωτία, 5.— Ἡ κυβέρνησις τοῦ Καναδᾶ ἀπηγόρευσε τὸν ἐφοδιασμὸν μὲ καύσιμα τῶν πλοίων τὰ ὁποῖα μεταφέρουν ἐμπορεύματα εἰς τὴν Κούβαν. bbox=[994, 798, 1183, 840]
headline-kiousopoulos: Ο κ. ΚΙΟΥΣΟΠΟΥΛΟΣ ΕΓΕΝΕΤΟ ΔΕΚΤΟΣ ΥΠΟ ΤΟΥ ΒΑΣΙΛΕΩΣ bbox=[1010, 439, 1167, 463]
divider bbox=[994, 505, 1183, 506]
column-5 bbox=[1196, 38, 1586, 1264]
article-body: ΠΟΛΙΣ ΤΗΣ ΓΟΥΑΤΕΜΑΛΑΣ, 5.— Τροπικὴ καταιγὶς ἔπληξε τὴν βόρειον Γουατεμάλαν προκαλέσασα σοβαρὰς ζημίας εἰς τὰς καλλιεργείας καὶ τὰ οἰκήματα. bbox=[1395, 1008, 1586, 1050]
divider bbox=[1196, 713, 1586, 715]
article-body: ΑΒΑΝΑ, 5. (Ἀσ. Πρές).— Ὁ Φιντὲλ Κάστρο συνηντήθη ἐκ νέου μετὰ τοῦ Ἀμερικανοῦ δικηγόρου κ. Ντόνοβαν διὰ τὸ ζήτημα τῆς ἀπελευθερώσεως τῶν αἰχμαλώτων. bbox=[796, 1177, 986, 1220]
article-body: Οἱ κάτοικοι τῆς περιοχῆς διαμαρτύρονται διότι παρὰ τὰς ὑποσχέσεις δὲν ἐγένετο μέχρι σήμερον οὐδεμία ἐνέργεια διὰ τὴν κατασκευὴν τοῦ ὁδικοῦ δικτύου. Ὑπέβαλον ψήφισμα πρὸς τὸν νομάρχην καὶ ζητοῦν τὴν ἄμεσον ἐπέμβασιν τῆς κυβερνήσεως. bbox=[416, 1138, 587, 1224]
article-body: Ἡ ἑλληνικὴ κοινότης τῆς Πόλεως παρακολουθεῖ μὲ ἀγωνίαν τὰς ἐξελίξεις καὶ ἐλπίζει εἰς τὴν ταχεῖαν ρύθμισιν τῶν ἐκκρεμοτήτων. bbox=[279, 312, 404, 375]
headline-worker: ΝΕΑΡΟΣ ΕΡΓΑΤΗΣ ΕΡΡΑΓΙΣΘΗ ΕΙΣ ΤΗΝ ΚΑΤΕΡΙΝΗΝ bbox=[1002, 511, 1175, 535]
subheadline: ἐξ ὅλων τῶν ὀργανισμῶν κοινῆς ὠφελείας bbox=[697, 194, 1087, 216]
section-subhead: ΑΦΑΙΜΑΞΙΣ bbox=[864, 350, 918, 362]
divider bbox=[994, 433, 1183, 434]
headline-bonn-aid: 750.000.000 ΔΟΛΛΑΡΙΩΝ Η ΒΟΗΘΕΙΑ ΤΗΣ ΒΟΝΝΗΣ ΕΙΣ ΤΑΣ ΥΠΑΝΑΠΤΥΚΤΟΥΣ bbox=[996, 582, 1181, 618]
article-body: Κατὰ τὸν ὑπουργὸν, αἱ τροπολογίαι ἀποσκοποῦν εἰς τὴν ταχυτέραν διεκπεραίωσιν τῶν ὑποθέσεων καὶ εἰς τὴν ἐλάττωσιν τῆς γραφειοκρατίας. bbox=[796, 662, 986, 705]
headline-kennedy-trip: Ο ΚΕΝΝΕΝΤΥ ΔΕΝ ΑΠΟΚΛΕΙΕΙ ΤΟ ΤΑΞΙΔΙΟΝ ΤΟΥ ΚΡΟΥΣΤΣΕΦ ΕΙΣ ΤΑΣ ΗΝΩΜ. ΠΟΛΙΤΕΙΑΣ ΠΕΡΙ ΤΑ ΤΕΛΗ ΝΟΕΜΒΡΙΟΥ bbox=[28, 1347, 245, 1511]
section-subhead: ΤΗΣ ΕΠΑΝΑΣΤΑΣΕΩΣ bbox=[1442, 340, 1539, 351]
headline-preveza: ΧΡΙΣΙΣ ΤΗΣ ΑΝΑΡΝΗΣΙΑΣ ΠΡΟΣΩΠΙΚΟΝ ΕΙΣ ΤΗΝ ΠΡΕΒΕΖΑΝ bbox=[433, 1068, 570, 1108]
article-body: ΑΤΛΑΝΤΑ, Γεωργίας, 5. (Ρώυτερ).— Ἡ ἀστυνομία συνέλαβε δύο ἄτομα ὑπόπτους διὰ τὸν ἐμπρησμὸν ἐκκλησίας νέγρων. bbox=[1395, 670, 1586, 702]
headline-komekon: ΠΡΟΣΕΓΓΙΣΙΝ ΜΕΤΑ ΤΗΣ «ΚΟΜΕΚΟΝ» ΕΠΙΔΙΩΚΕΙ Η ΚΟΙΝΗ ΑΓΟΡΑ bbox=[13, 39, 260, 103]
article-body: ΛΟΝΔΙΝΟΝ, 5. (Ἀσ. Πρές).— Ἡ ἀμερικανικὴ πρεσβεία ἐπέδωσε διάβημα εἰς τὸ Φόρεϊν Ὄφφις διὰ τὸ ζήτημα τῶν βρεταννικῶν πλοίων τὰ ὁποῖα μεταφέρουν φορτία εἰς τὴν Κούβαν. bbox=[796, 1071, 986, 1124]
article-body: ΜΟΣΧΑ, 5. (Ἀσ. Πρές).— Οἱ Δυτικοὶ ἐμπορευόμενοι ἐκ τῶν οἰκονομικῶν θεμάτων ἐν Μόσχᾳ παράγοντες τῶν γνώμην ὅτι ἡ διακριτικὴ, ἀλλὰ πάντως ἐπίσημος προσφορὰ τοῦ κ. Σπάακ πρὸς ἐν τῷ μεταξὺ ὑπογραφὴν συμφώνων μεταξὺ τῆς Κοινῆς Ἀγορᾶς καὶ τῆς «Κομεκὸν», ἀποτελεῖ λογικὴν συνέπειαν τῶν ἐμμέσων συνομιλιῶν ... bbox=[8, 169, 265, 234]
section-subhead: ΚΑΣΤΡΟ — ΝΤΟΝΟΒΑΝ bbox=[836, 1164, 946, 1176]
boxed-article bbox=[8, 1341, 265, 1520]
article-body: ΟΥΑΣΙΓΚΤΩΝ, 5. (Ἀσ. Πρές).— Ὁ ὑπουργὸς Ἀμύνης κ. Μακναμάρα θὰ μεταβῇ εἰς Χονολουλοῦ, ὅπου θὰ συνεργασθῇ μετὰ τῶν ἀνωτάτων στρατιωτικῶν ἀρχηγῶν διὰ τὴν κατάστασιν εἰς τὴν νοτιοανατολικὴν Ἀσίαν. bbox=[1196, 1147, 1387, 1211]
article-body: ΗΝΩΜΕΝΑΙ ΕΘΝΗ, 5.— Ἡ ἐπιτροπὴ ἀφοπλισμοῦ θὰ συνέλθῃ ἐκ νέου εἰς Γενεύην τὴν προσεχῆ ἑβδομάδα διὰ νὰ συζητήσῃ τὴν ἀπαγόρευσιν τῶν πυρηνικῶν δοκιμῶν. bbox=[1196, 834, 1387, 888]
divider bbox=[8, 1333, 265, 1335]
article-body: ΒΕΛΙΓΡΑΔΙΟΝ, 5. (Ρώυτερ).— Κατὰ τὴν ἐπιστροφήν του ὁ πρόεδρος Τίτο θὰ ὁμιλήσῃ πρὸ τῆς Ὁμοσπονδιακῆς Συνελεύσεως. bbox=[994, 1185, 1183, 1228]
article-body: ΠΑΡΙΣΙΟΙ, 5. (Ἀσ. Πρές).— Ὁ διάσημος βιολοντσελίστας Πάμπλο Καζάλς θὰ μεταβῇ εἰς τὴν Ἱσπανίαν ... bbox=[8, 1259, 265, 1280]
subheadline: καὶ τὴν θέσπισιν ποσοστῶν ὑπὲρ τῶν δήμων bbox=[688, 169, 1096, 191]
divider bbox=[1196, 1141, 1586, 1142]
article-body: Εἰς μίαν ἐγκαταλελειμμένην ἀγροικίαν πλησίον τῆς Κωνσταντίνης ἀνεκαλύφθη μεγάλη ποσότης ὅπλων καὶ πυρομαχικῶν, τὰ ὁποῖα εἶχον ἀποκρυβῆ ὑπὸ μελῶν τῆς Ο.Α.Σ. Ἡ ἀστυνομία διεξάγει ἀνακρίσεις. bbox=[279, 1099, 404, 1185]
article-body: ΝΕΑ ΥΟΡΚΗ, 5. (Ἀσ. Πρές).— Ἡ κ. Ἐλεονόρα Ρούσβελτ, χήρα τοῦ ἀειμνήστου Προέδρου, νοσηλεύεται εἰς τὸ νοσοκομεῖον. bbox=[994, 715, 1183, 758]
divider bbox=[599, 222, 1185, 224]
article-body: Ἐξ ἄλλου, ἐγνώσθη ὅτι ἡ κυβέρνησις τῆς Οὐάσιγκτων ἔχει ἀρχίσει διαβουλεύσεις μὲ τὰς κυβερνήσεις τῶν λατινοαμερικανικῶν χωρῶν διὰ τὴν σύγκλησιν συνδιασκέψεως. bbox=[796, 1001, 986, 1054]
article-body: Νέαι μάχαι ἐσημειώθησαν μεταξὺ κυβερνητικῶν στρατευμάτων καὶ ἀνταρτῶν Βιετκὸνγκ εἰς τὸ δέλτα τοῦ Μεκόνγκ. bbox=[1395, 1179, 1586, 1211]
section-subhead: ΙΚΑΝΟΠΟΙΗΜΕΝΟΣ Ο ΧΙΟΣ bbox=[280, 379, 403, 391]
article-body: ΑΘΗΝΑΙ, 5.— Διὰ ἐγκυκλίου του ὁ ὑπουργὸς τῆς Παιδείας καθορίζει τὰ πρόσθετα μαθήματα τὰ ὁποῖα θὰ διδάσκωνται εἰς τὰ γυμνάσια κατὰ τὸ νέον σχολικὸν ἔτος. bbox=[796, 745, 986, 799]
column-divider bbox=[271, 40, 272, 2314]
article-body: Κατὰ τὴν διάρκειαν τοῦ παρελθόντος μηνὸς ἐγένοντο αἱ ἀκόλουθοι δωρεαὶ πρὸς τὸ κοινοτικὸν ταμεῖον, αἱ ὁποῖαι κατετέθησαν εἰς τὸν λογαριασμὸν τῆς κοινότητος: bbox=[416, 556, 587, 609]
headline-rikie: ΙΚΑΝΟΠΟΙΗΤΙΚΑΣ ΣΥΝΟΜΙΛΙΑΣ ΕΙΧΕΝ Ο κ. ΡΙΚΙΕ ΔΙΑ ΤΟ ΘΕΜΑ ΤΗΣ Δ. ΓΟΥΙΝΕΑΣ ΕΙΣ ΟΛΛΑΝΔΙΑΝ ΝΕΟΥ ΤΥΠΟΥ ΣΟΒΙΕΤΙΚΑ ΟΠΛΑ ΕΙΣ ΙΝΔΟΝΗΣΙΑΝ bbox=[1196, 275, 1586, 325]
article-body: Αἱ δηλώσεις αὗται ἐγένοντο κατὰ τὴν διάρκειαν συνεντεύξεως τύπου, εἰς τὴν ὁποίαν παρέστησαν πολλοὶ ξένοι ἀνταποκριταί. Ὁ Πρόεδρος ἀπέφυγε νὰ ἀπαντήσῃ εἰς ἐρωτήσεις σχετικὰς μὲ τὰς ἐνδεχομένας κυρώσεις. bbox=[599, 1193, 789, 1258]
section-subhead: ΑΜΕΡΙΚΑΝΙΚΑ ΔΙΑΒΗΜΑΤΑ bbox=[828, 1058, 954, 1070]
section-subhead: ΑΝΑΚΑΛΥΨΙΣ ΟΠΛΩΝ bbox=[292, 1050, 391, 1062]
article-body: ΗΝΩΜΕΝΑ ΕΘΝΗ, 5. (Ἀσ. Πρές).— Ὁ Ἀμερικανὸς ὑπουργὸς τῶν Ἐξωτερικῶν κ. Ράσκ ἐδέχθη σήμερον τὸν Ἕλληνα συνάδελφόν του κ. Ἀβέρωφ. bbox=[1395, 886, 1586, 929]
headline-delegation: ΑΠΟΣΤΕΛΛΕΙ ΕΠΙΤΡΟΠΗΝ ΕΙΣ ΤΑΣ ΑΘΗΝΑΣ bbox=[646, 228, 1138, 256]
article-body: ΟΥΑΣΙΓΚΤΩΝ, 5. (Ἀσ. Πρές).— Τὸ Πεντάγωνον ἀνεκοίνωσεν ὅτι περὶ τοὺς 3.500 ἐθνοφρουροὶ θὰ ἐπιστρέψουν εἰς τὰς ἑστίας των ἐντὸς τῆς ἑβδομάδος. bbox=[1196, 653, 1387, 696]
section-subhead: ΟΙΚΟΝΟΜΙΚΗ ΑΝΕΣΤΙΑΣΙΑ bbox=[830, 649, 952, 661]
column-divider bbox=[410, 40, 411, 2314]
center-columns-lower bbox=[599, 1002, 1185, 1308]
kicker: Ἐλήφθησαν αἱ τελικαὶ ἀποφάσεις bbox=[702, 40, 1082, 65]
subheadline-justice: Ἡ δικαιοσύνη προσκρούει εἰς τὸ «τεῖχος τῆς σιωπῆς» bbox=[1266, 110, 1515, 146]
article-body: Ἐξ ἄλλου, αἱ ἀρχαὶ τῆς Ἀνατολικῆς Γερμανίας ἐνίσχυσαν τὰ μέτρα ἐπιτηρήσεως κατὰ μῆκος τοῦ τείχους. Κατὰ τὰς τελευταίας ἑβδομάδας ἐσημειώθησαν πλεῖστα ἐπεισόδια εἰς τὴν διαχωριστικὴν γραμμὴν τῶν δύο τομέων τῆς πόλεως. Οἱ Δυτικοὶ σύμμαχοι διεμαρτυρήθησαν ἐπισήμως εἰς τὸν σοβιετικὸν διοικητήν, ζητήσαντες τὴν λῆψιν μέτρων. bbox=[139, 492, 265, 651]
article-body: Τὸ δημοτικὸν συμβούλιον ἀπεφάσισεν ἐπίσης τὴν ἐπέκτασιν τοῦ ὑδραγωγείου καὶ τὴν κατασκευὴν νέων ὁδῶν εἰς τὰς συνοικίας. Διὰ τὰ ἔργα αὐτὰ θὰ συναφθῇ δάνειον. bbox=[994, 374, 1183, 427]
article-body: ΑΘΗΝΑΙ, 5.— Ὁ Βασιλεὺς ἐδέχθη σήμερον εἰς ἀκρόασιν τὸν κ. Κιουσόπουλον, μετὰ τοῦ ὁποίου συνωμίλησεν ἐπὶ μακρόν. bbox=[994, 467, 1183, 499]
divider bbox=[994, 681, 1183, 682]
article-body: ΟΞΦΟΡΔΗ, 5. (Ἀσ. Πρές).— Ἤρχισεν ἡ ἀποστράτευσις τῶν ἐθνοφρουρῶν οἱ ὁποῖοι εἶχον κληθῆ ὑπὸ τὰ ὅπλα διὰ τὴν ἐπιβολὴν τῆς τάξεως εἰς τὴν πόλιν. Ἡ κατάστασις ἐξομαλύνεται. bbox=[1196, 583, 1387, 637]
article-body: ΜΠΡΑΙΤΟΝ, Μεγάλης Βρεταννίας, 5. ... bbox=[279, 667, 404, 689]
section-subhead: ΕΠΙΔΕΙΞΙΣ ΝΕΩΝ ΟΠΛΩΝ bbox=[1234, 439, 1349, 451]
article-body: Εἰς τὴν παρέλασιν ἔλαβον μέρος ἅπασαι αἱ μονάδες τῶν ἐνόπλων δυνάμεων καθὼς καὶ ὀργανώσεις νεολαίας. Παρηκολούθησαν χιλιάδες πολιτῶν. bbox=[1395, 410, 1586, 453]
article-body: ΛΟΝΔΙΝΟΝ, 5. (Ρώυτερ).— Ἐπιτελικός ... bbox=[279, 815, 404, 837]
divider bbox=[1196, 516, 1586, 518]
section-subhead: ΟΙ ΚΑΤΟΙΚΟΙ ΤΩΝ ΔΙΑΜΑΡΤΥΡΟΝΤΑΙ bbox=[418, 1110, 585, 1122]
article-body: Ἐπίσης ἀνεκοινώθη ὅτι κατὰ τὸν προσεχῆ μῆνα θὰ πραγματοποιηθοῦν αἱ ἐκλογαὶ διὰ τὴν ἀνάδειξιν τῶν νέων ἐφοροεπιτροπῶν τῶν ἐκκλησιῶν καὶ τῶν σχολείων τῆς κοινότητος, συμφώνως πρὸς τὸν ἰσχύοντα κανονισμόν. bbox=[416, 390, 587, 465]
headline-weather: ΑΙΘΡΙΑ ΚΑΙ ΑΝΟΔΟΣ ΤΗΣ ΘΕΡΜΟΚΡΑΣΙΑΣ ΚΑΤΑΙΓΙΣ ΕΠΛΗΞΕ ΤΗΝ ΒΟΡ. ΓΟΥΑΤΕΜΑΛΑΝ bbox=[1210, 946, 1572, 979]
section-subhead: ΑΛΛΑ ΘΕΜΑΤΑ bbox=[1053, 361, 1123, 372]
article-body: ΑΘΗΝΑΙ, 5.— Σύσκεψις τῶν ἐπιτελαρχῶν τῶν κρατῶν μελῶν τοῦ Ν.Α.Τ.Ο. ἐπραγματοποιήθη εἰς Ἀθήνας ... bbox=[8, 799, 265, 820]
article-body: ΑΛΓΕΡΙΟΝ, 5. (Ρώυτερ).— Ὁ πρωθυπουργὸς τῆς Ἀλγερίας κ. Μπὲν Μπέλλα διεκήρυξεν ὅτι ἡ Ἀλγερία ... bbox=[8, 985, 265, 1007]
divider bbox=[599, 854, 1185, 856]
article-body: ΣΑΙΓΚΟΝ, 5. (Ἀσ. Πρές).— ... bbox=[1395, 1164, 1522, 1175]
article-body: Εἰς τὴν συνεδρίασιν παρέστησαν ἅπαντα τὰ μέλη τῆς Ἐπιτροπῆς καθὼς καὶ ἐκπρόσωποι τῶν σωματείων τῆς Πόλεως. Ἐγένετο εὐρεῖα συζήτησις ἐπὶ τῶν προβλημάτων τῆς ὁμογενείας. bbox=[416, 334, 587, 386]
headline-oxford: ΗΡΧΙΣΕΝ Η ΑΠΟΣΤΡΑΤΕΥΣΙΣ ΤΩΝ ΕΘΝΟΦΡΟΥΡΩΝ ΤΩΝ ΠΡΟΣΚΛΗΘΕΝΤΩΝ ΥΠΟ ΤΑ ΟΠΛΑ ΔΙΑ ΝΑ ΕΠΙΒΑΛΟΥΝ ΤΗΝ ΤΑΞΙΝ ΕΙΣ ΤΗΝ ΟΞΦΟΡΔΗΝ bbox=[1197, 523, 1585, 572]
divider bbox=[1196, 985, 1586, 986]
article-body: ΟΞΦΟΡΔΗ, 5. (Ρώυτερ).— Ὁ νέγρος φοιτητὴς Τζαίημς Μέρεντιθ παρηκολούθησε σήμερον ἀπροσκόπτως τὰ μαθήματα εἰς τὸ Πανεπιστήμιον τοῦ Μισισιπῆ. bbox=[1395, 600, 1586, 654]
section-subhead: ΝΕΑΙ ΜΑΧΑΙ bbox=[1463, 1151, 1518, 1163]
article-body: Ἐν τούτοις, ὁ κ. Λόπεζ Ματέος ἐτόνισεν ὅτι ἡ χώρα του παραμένει πιστὴ εἰς τὰς διεθνεῖς ὑποχρεώσεις της ἔναντι τοῦ Ὀργανισμοῦ Ἀμερικανικῶν Κρατῶν καὶ ὅτι θὰ ἐξετάσῃ μετὰ προσοχῆς πᾶσαν πρότασιν διὰ τὴν ἀντιμετώπισιν τῆς καταστάσεως. bbox=[599, 1115, 789, 1190]
article-body: Μονάδες πεζοναυτῶν τοῦ Ἀμερικανικοῦ Ναυτικοῦ ἀπεβιβάσθησαν εἰς τὰς ἀκτὰς τῆς Σαρδηνίας διὰ νὰ λάβουν μέρος εἰς τὰ γυμνάσια τοῦ Ν.Α.Τ.Ο., τὰ ὁποῖα θὰ διαρκέσουν δύο ἑβδομάδας. Εἰς τὰ γυμνάσια μετέχουν ναυτικαὶ καὶ ἀεροπορικαὶ δυνάμεις ἐκ πέντε χωρῶν τῆς Συμμαχίας. bbox=[279, 841, 404, 969]
article-body: ΑΘΗΝΑΙ, 5.— Ὁ ὑπουργὸς τῶν Ἐσωτερικῶν κατέθεσεν εἰς τὴν Βουλὴν τροπολογίας εἰς τὸ νομοσχέδιον περὶ αὐτοδιοικήσεως, αἱ ὁποῖαι ἀφοροῦν κυρίως τὴν οἰκονομικὴν διαχείρισιν τῶν δήμων. bbox=[796, 581, 986, 646]
divider bbox=[8, 729, 265, 731]
article-body: Κατὰ τὴν συνέντευξιν τύπου ὁ Πρόεδρος εἶπεν ὅτι θὰ ἦτο εὐτυχὴς νὰ συναντηθῇ μετὰ τοῦ Σοβιετικοῦ πρωθυπουργοῦ ἐὰν οὗτος ἔλθῃ εἰς Νέαν Ὑόρκην διὰ τὴν Γενικὴν Συνέλευσιν τοῦ Ο.Η.Ε. Παρετήρησεν ὅμως ὅτι οὐδεμία ἐπίσημος πρότασις ἔχει ὑποβληθῆ μέχρι στιγμῆς. Οἱ διπλωματικοὶ κύκλοι τῆς Οὐάσιγκτων θεωροῦν πιθανὴν τὴν συνάντησιν πρὸς τὰ τέλη τοῦ Νοεμβρίου, ὅτε θὰ συζητηθῇ καὶ τὸ ζήτημα τοῦ Βερολίνου καὶ τῆς ἀφοπλίσεως. bbox=[8, 1548, 265, 1644]
section-subhead: ΕΚΚΛΗΣΙΣ ΤΙΤΟ—ΜΠΡΕΖΝΙΕΦ bbox=[1020, 1047, 1157, 1059]
divider bbox=[1196, 1079, 1586, 1081]
article-body: 1.000.000.000 δραχμῶν ... bbox=[796, 268, 912, 279]
article-body: Τὸ συνέδριον τοῦ Ἐργατικοῦ Κόμματος συνεζήτησε τὸ ζήτημα τῆς εἰσόδου τῆς Μεγάλης Βρεταννίας εἰς τὴν Κοινὴν Ἀγοράν. Ἡ ἡγεσία τοῦ κόμματος ἐξέφρασεν ἐπιφυλάξεις ὡς πρὸς τοὺς ὅρους τῆς ἐντάξεως. bbox=[279, 693, 404, 789]
section-subhead: ΤΡΟΠΙΚΗ ΚΑΤΑΙΓΙΣ bbox=[1447, 995, 1534, 1007]
article-body: ΝΕΑ ΥΟΡΚΗ, 5. (Ρώυτερ).— Ἡ Δυτικὴ Γερμανία θὰ χορηγήσῃ βοήθειαν 750.000.000 δολλαρίων εἰς τὰς ὑπαναπτύκτους χώρας κατὰ τὸ προσεχὲς ἔτος. bbox=[994, 622, 1183, 675]
headline-nato-defense: ΤΟ ΟΛΟΝ ΖΗΤΗΜΑ ΤΗΣ ΑΜΥΝΗΣ ΤΗΣ ΕΛΛΑΔΟΣ ΣΥΝΕΖΗΤΗΘΗ ΕΙΣ ΑΘΗΝΑΣ ΚΑΤΑ ΣΥΣΚΕΨΙΝ ΤΩΝ ΕΠΙΤΕΛΑΡΧΩΝ ΤΩΝ ΚΡΑΤΩΝ ΤΟΥ Ν.Α.Τ.Ο. bbox=[13, 735, 260, 796]
headline-mafia: Η ΔΙΚΗ ΤΗΣ «ΜΑΦΦΙΑΣ ΤΟΥ ΚΟΡΛΕΟΝΕ» ΑΡΧΙΖΕΙ ΕΙΣ ΤΟ ΠΑΛΕΡΜΟΝ ΧΩΡΙΣ ΟΜΩΣ ΜΑΡΤΥΡΑΣ ΚΑΤΗΓΟΡΙΑΣ! bbox=[1207, 39, 1575, 100]
article-body: «Ἀνεκτίθη ὅτι οἱ δῆμοι ὑφίστανται πραγματικὴν ἀφαίμαξιν, διότι τὸ κράτος ἀπέσπασε πολλὰς ἐκ τῶν πηγῶν ἐσόδων των, χωρὶς νὰ τοὺς παράσχῃ ἀντισταθμιστικοὺς πόρους. Οὕτω ἡ τοπικὴ αὐτοδιοίκησις περιῆλθεν εἰς ἀδιέξοδον.» bbox=[796, 363, 986, 427]
divider bbox=[8, 1059, 265, 1061]
divider bbox=[994, 764, 1183, 765]
article-body: Τὸ προσεχὲς εἰκοσιτετράωρον ἡ θερμοκρασία θὰ κυμανθῇ εἰς Ἀθήνας μεταξὺ 16 καὶ 26 βαθμῶν Κελσίου. bbox=[1196, 1038, 1387, 1069]
article-body: —Ὁ κ. Χατζηβασιλείου, δήμαρχος, ἐτόνισεν ὅτι ἡ Θεσσαλονίκη ἀντιμετωπίζει σοβαρώτατα προβλήματα ἐξ αἰτίας τῆς ἐλλείψεως πόρων. bbox=[994, 268, 1183, 311]
article-body: Ἡ βρεταννικὴ κυβέρνησις ἀπήντησεν ὅτι δὲν δύναται νὰ παρεμβῇ εἰς τὰς ἐμπορικὰς δραστηριότητας ἰδιωτικῶν ἑταιρειῶν. bbox=[796, 1128, 986, 1160]
article-body: Τέλος, ἡ Ἐπιτροπὴ ἐξέφρασε τὰς εὐχαριστίας της πρὸς ὅλους τοὺς εὐεργέτας οἱ ὁποῖοι συνέβαλον εἰς τὴν ἐπιτυχίαν τοῦ ἔργου της κατὰ τὸ παρελθὸν ἔτος, καὶ ἐκάλεσε τοὺς ὁμογενεῖς νὰ συνεχίσουν τὴν ὑποστήριξίν των. bbox=[416, 468, 587, 543]
headline-rusk: Ο κ. ΡΑΣΚ ΕΔΕΞΘΗ ΤΟΝ κ. ΑΒΕΡΩΦ bbox=[1399, 870, 1582, 883]
